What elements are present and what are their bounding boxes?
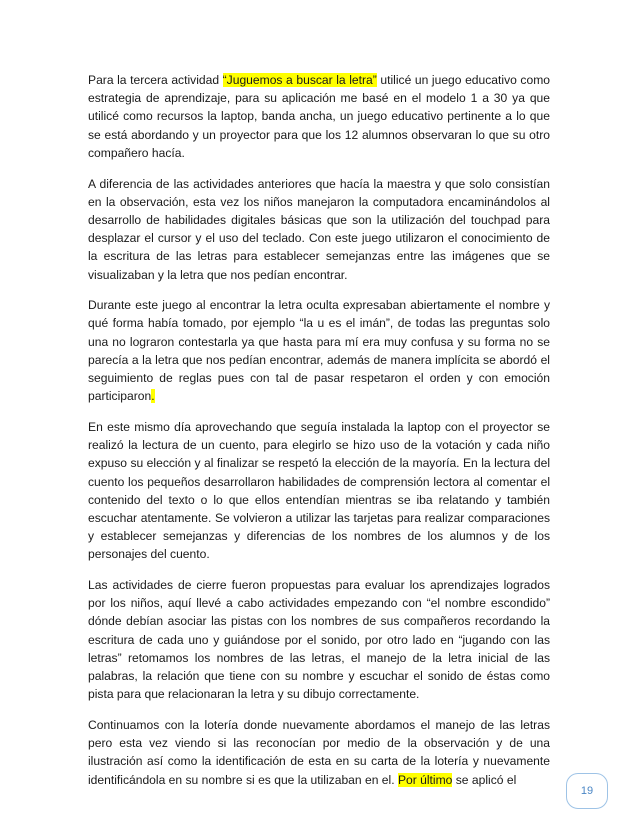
paragraph: [88, 716, 550, 789]
text-run: utilicé un juego educativo como estrategia de aprendizaje, para su aplicación me basé en el modelo 1 a 30 ya que utilicé como recursos la laptop, banda ancha, un juego educativo pertinente a lo que se está abordando y un proyector para que los 12 alumnos observaran lo que su otro compañero hacía.: [88, 73, 550, 160]
highlighted-text: “Juguemos a buscar la letra”: [222, 73, 377, 87]
text-run: Para la tercera actividad: [88, 73, 223, 87]
text-run: Las actividades de cierre fueron propuestas para evaluar los aprendizajes logrados por los niños, aquí llevé a cabo actividades empezando con “el nombre escondido” dónde debían asociar las pistas con los nombres de sus compañeros recordando la escritura de cada uno y guiándose por el sonido, por otro lado en “jugando con las letras” retomamos los nombres de las letras, el manejo de la letra inicial de las palabras, la relación que tiene con su nombre y escuchar el sonido de éstas como pista para que relacionaran la letra y su dibujo correctamente.: [88, 578, 550, 702]
paragraph: [88, 418, 550, 564]
text-run: Durante este juego al encontrar la letra oculta expresaban abiertamente el nombre y qué forma había tomado, por ejemplo “la u es el imán”, de todas las preguntas solo una no lograron contestarla ya que hasta para mí era muy confusa y su forma no se parecía a la letra que nos pedían encontrar, además de manera implícita se abordó el seguimiento de reglas pues con tal de pasar respetaron el orden y con emoción participaron: [88, 298, 550, 404]
paragraph: [88, 296, 550, 405]
page-number-badge: [566, 773, 608, 809]
page-number: 19: [580, 785, 594, 797]
text-run: Continuamos con la lotería donde nuevamente abordamos el manejo de las letras pero esta vez viendo si las reconocían por medio de la observación y de una ilustración así como la identificación de esta en su carta de la lotería y nuevamente identificándola en su nombre si es que la utilizaban en el.: [88, 718, 550, 787]
paragraph: [88, 175, 550, 284]
text-run: A diferencia de las actividades anteriores que hacía la maestra y que solo consistían en la observación, esta vez los niños manejaron la computadora encaminándolos al desarrollo de habilidades digitales básicas que son la utilización del touchpad para desplazar el cursor y el uso del teclado. Con este juego utilizaron el conocimiento de la escritura de las letras para establecer semejanzas entre las imágenes que se visualizaban y la letra que nos pedían encontrar.: [88, 176, 550, 282]
highlighted-text: .: [151, 389, 155, 404]
highlighted-text: Por último: [397, 772, 453, 787]
paragraph: [88, 71, 550, 162]
paragraph: [88, 576, 550, 703]
body-text: [88, 71, 550, 801]
text-run: En este mismo día aprovechando que seguía instalada la laptop con el proyector se realizó la lectura de un cuento, para elegirlo se hizo uso de la votación y cada niño expuso su elección y al finalizar se respetó la elección de la mayoría. En la lectura del cuento los pequeños desarrollaron habilidades de comprensión lectora al comentar el contenido del texto o lo que ellos entendían mientras se iba relatando y también escuchar atentamente. Se volvieron a utilizar las tarjetas para realizar comparaciones y establecer semejanzas y diferencias de los nombres de los alumnos y de los personajes del cuento.: [88, 419, 550, 562]
text-run: se aplicó el: [452, 772, 517, 787]
